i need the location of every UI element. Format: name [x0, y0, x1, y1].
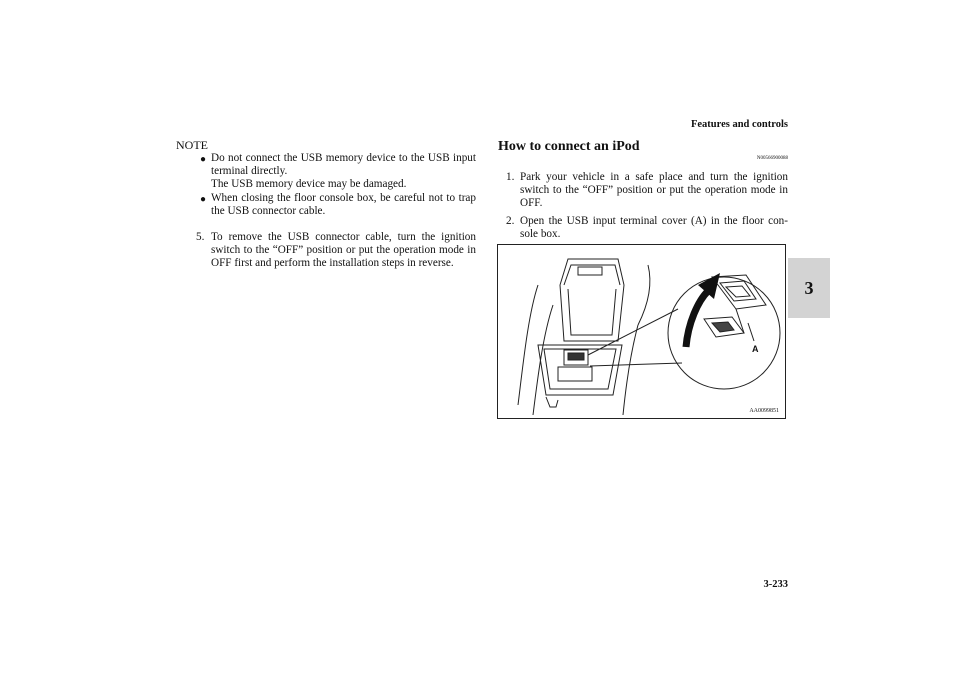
- note-bullet-2-text: When closing the floor console box, be careful not to trap the USB connector cable.: [211, 191, 476, 217]
- step-5: [176, 231, 476, 271]
- usb-terminal-illustration: [497, 244, 786, 419]
- note-bullet-2: [176, 192, 476, 218]
- step-1: [498, 171, 788, 211]
- step-1-text: Park your vehicle in a safe place and turn the ignition switch to the “OFF” position or put the operation mode in OFF.: [520, 171, 788, 210]
- reference-code: N00566900088: [756, 156, 788, 161]
- step-2: [498, 215, 788, 241]
- chapter-tab-number: 3: [804, 277, 814, 298]
- step-5-number: 5.: [196, 231, 205, 244]
- note-label: NOTE: [176, 138, 208, 152]
- right-column: [498, 139, 788, 245]
- bullet-dot-icon: ●: [200, 193, 207, 205]
- section-heading: How to connect an iPod: [498, 139, 640, 154]
- step-2-text: Open the USB input terminal cover (A) in the floor con-sole box.: [520, 214, 788, 240]
- step-1-number: 1.: [506, 171, 515, 183]
- step-2-number: 2.: [506, 214, 515, 227]
- note-bullet-1: [176, 152, 476, 178]
- bullet-dot-icon: ●: [200, 154, 207, 165]
- figure-code: AA0099851: [749, 408, 779, 414]
- console-box-drawing: [498, 245, 785, 418]
- note-bullet-1-subtext: The USB memory device may be damaged.: [211, 178, 407, 191]
- step-5-text: To remove the USB connector cable, turn the ignition switch to the “OFF” position or put the operation mode in OFF first and perform the installation steps in reverse.: [211, 231, 476, 270]
- callout-label-a: A: [752, 344, 759, 354]
- note-bullet-1-text: Do not connect the USB memory device to the USB input terminal directly.: [211, 152, 476, 178]
- left-column: [176, 139, 476, 271]
- page-number: 3-233: [763, 579, 788, 590]
- running-header: Features and controls: [690, 119, 788, 130]
- chapter-tab: [788, 258, 830, 318]
